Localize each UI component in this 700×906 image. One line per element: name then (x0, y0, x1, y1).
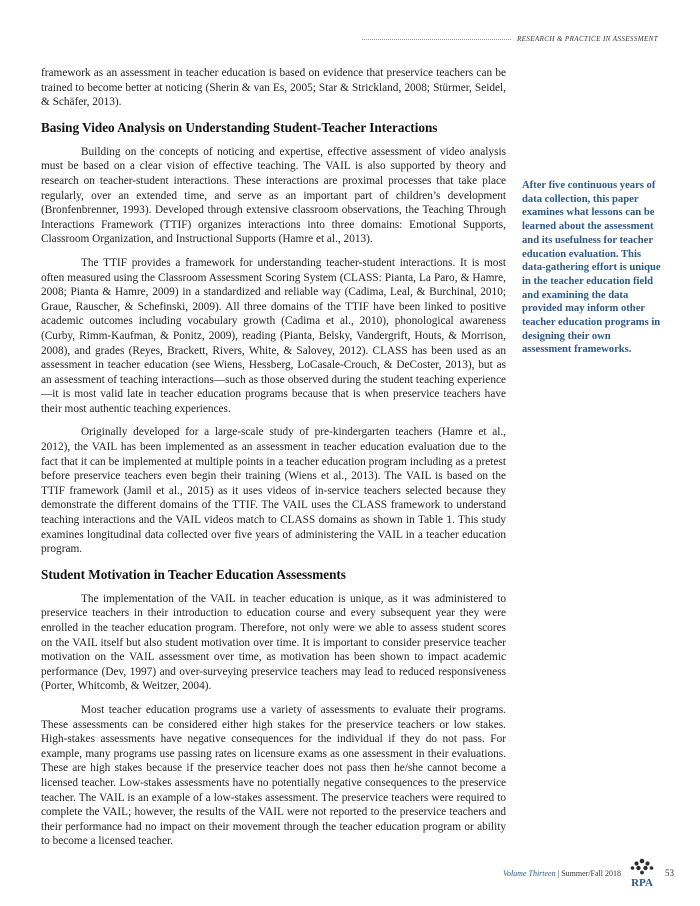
footer-volume: Volume Thirteen (502, 868, 556, 878)
body-paragraph: framework as an assessment in teacher education is based on evidence that preservice teachers can be trained to become better at noticing (Sherin & van Es, 2005; Star & Strickland, 2008; Stürmer, Seidel, & Schäfer, 2013). (41, 67, 506, 109)
running-head-label: RESEARCH & PRACTICE IN ASSESSMENT (516, 35, 658, 43)
page-number: 53 (665, 868, 674, 878)
running-head (362, 32, 658, 46)
body-paragraph: Originally developed for a large-scale study of pre-kindergarten teachers (Hamre et al., 2012), the VAIL has been implemented as an assessment in teacher education evaluation due to the fact that it can be implemented at multiple points in a teacher education program including as a pretest before preservice teachers even begin their training (Wiens et al., 2013). The VAIL is based on the TTIF framework (Jamil et al., 2015) as it uses videos of in-service teachers selected because they demonstrate the different domains of the TTIF. The VAIL uses the CLASS framework to understand teaching interactions and the VAIL videos match to CLASS domains as shown in Table 1. This study examines longitudinal data collected over five years of administering the VAIL in a teacher education program. (41, 426, 506, 556)
main-column (41, 66, 506, 858)
running-head-rule (362, 39, 511, 40)
footer-separator: | (557, 868, 560, 878)
body-paragraph: The TTIF provides a framework for understanding teacher-student interactions. It is most often measured using the Classroom Assessment Scoring System (CLASS: Pianta, La Paro, & Hamre, 2008; Pianta & Hamre, 2009) in a standardized and reliable way (Cadima, Leal, & Burchinal, 2010; Graue, Rauscher, & Schefinski, 2009). All three domains of the TTIF have been linked to positive academic outcomes including vocabulary growth (Cadima et al., 2010), phonological awareness (Curby, Rimm-Kaufman, & Ponitz, 2009), reading (Pianta, Belsky, Vandergrift, Houts, & Morrison, 2008), and grades (Reyes, Brackett, Rivers, White, & Salovey, 2012). CLASS has been used as an assessment in teacher education (see Wiens, Hessberg, LoCasale-Crouch, & DeCoster, 2013), but as an assessment of teaching interactions—such as those observed during the student teaching experience—it is most valid late in teacher education programs because that is when preservice teachers have their most authentic teaching experiences. (41, 256, 506, 415)
page-footer (503, 858, 674, 888)
pull-quote: After five continuous years of data collection, this paper examines what lessons can be learned about the assessment and its usefulness for teacher education evaluation. This data-gathering effort is unique in the teacher education field and examining the data provided may inform other teacher education programs in designing their own assessment frameworks. (522, 180, 661, 356)
body-paragraph: Building on the concepts of noticing and expertise, effective assessment of video analysis must be based on a clear vision of effective teaching. The VAIL is also supported by theory and research on teacher-student interactions. These interactions are proximal processes that take place regularly, over an extended time, and serve as an important part of children’s development (Bronfenbrenner, 1993). Developed through extensive classroom observations, the Teaching Through Interactions Framework (TTIF) organizes interactions into three domains: Emotional Supports, Classroom Organization, and Instructional Supports (Hamre et al., 2013). (41, 145, 506, 246)
body-paragraph: The implementation of the VAIL in teacher education is unique, as it was administered to preservice teachers in their introduction to education course and every subsequent year they were enrolled in the teacher education program. Therefore, not only were we able to assess student scores on the VAIL itself but also student motivation over time. It is important to consider preservice teacher motivation on the VAIL assessment over time, as motivation has been shown to impact academic performance (Dev, 1997) and over-surveying preservice teachers may lead to reduced responsiveness (Porter, Whitcomb, & Weitzer, 2004). (41, 592, 506, 693)
footer-issue: Summer/Fall 2018 (561, 868, 621, 878)
rpa-logo-icon (625, 858, 659, 888)
section-heading: Student Motivation in Teacher Education Assessments (41, 566, 346, 582)
section-heading: Basing Video Analysis on Understanding Student-Teacher Interactions (41, 119, 438, 135)
body-paragraph: Most teacher education programs use a variety of assessments to evaluate their programs. These assessments can be considered either high stakes for the preservice teachers or low stakes. High-stakes assessments have negative consequences for the individual if they do not pass. For example, many programs use passing rates on licensure exams as one assessment in their evaluations. These are high stakes because if the preservice teacher does not pass then he/she cannot become a licensed teacher. Low-stakes assessments have no potentially negative consequences to the preservice teacher. The VAIL is an example of a low-stakes assessment. The preservice teachers were required to complete the VAIL; however, the results of the VAIL were not reported to the preservice teachers and their performance had no impact on their movement through the teacher education program or ability to become a licensed teacher. (41, 703, 506, 848)
rpa-logo-text: RPA (631, 877, 653, 888)
